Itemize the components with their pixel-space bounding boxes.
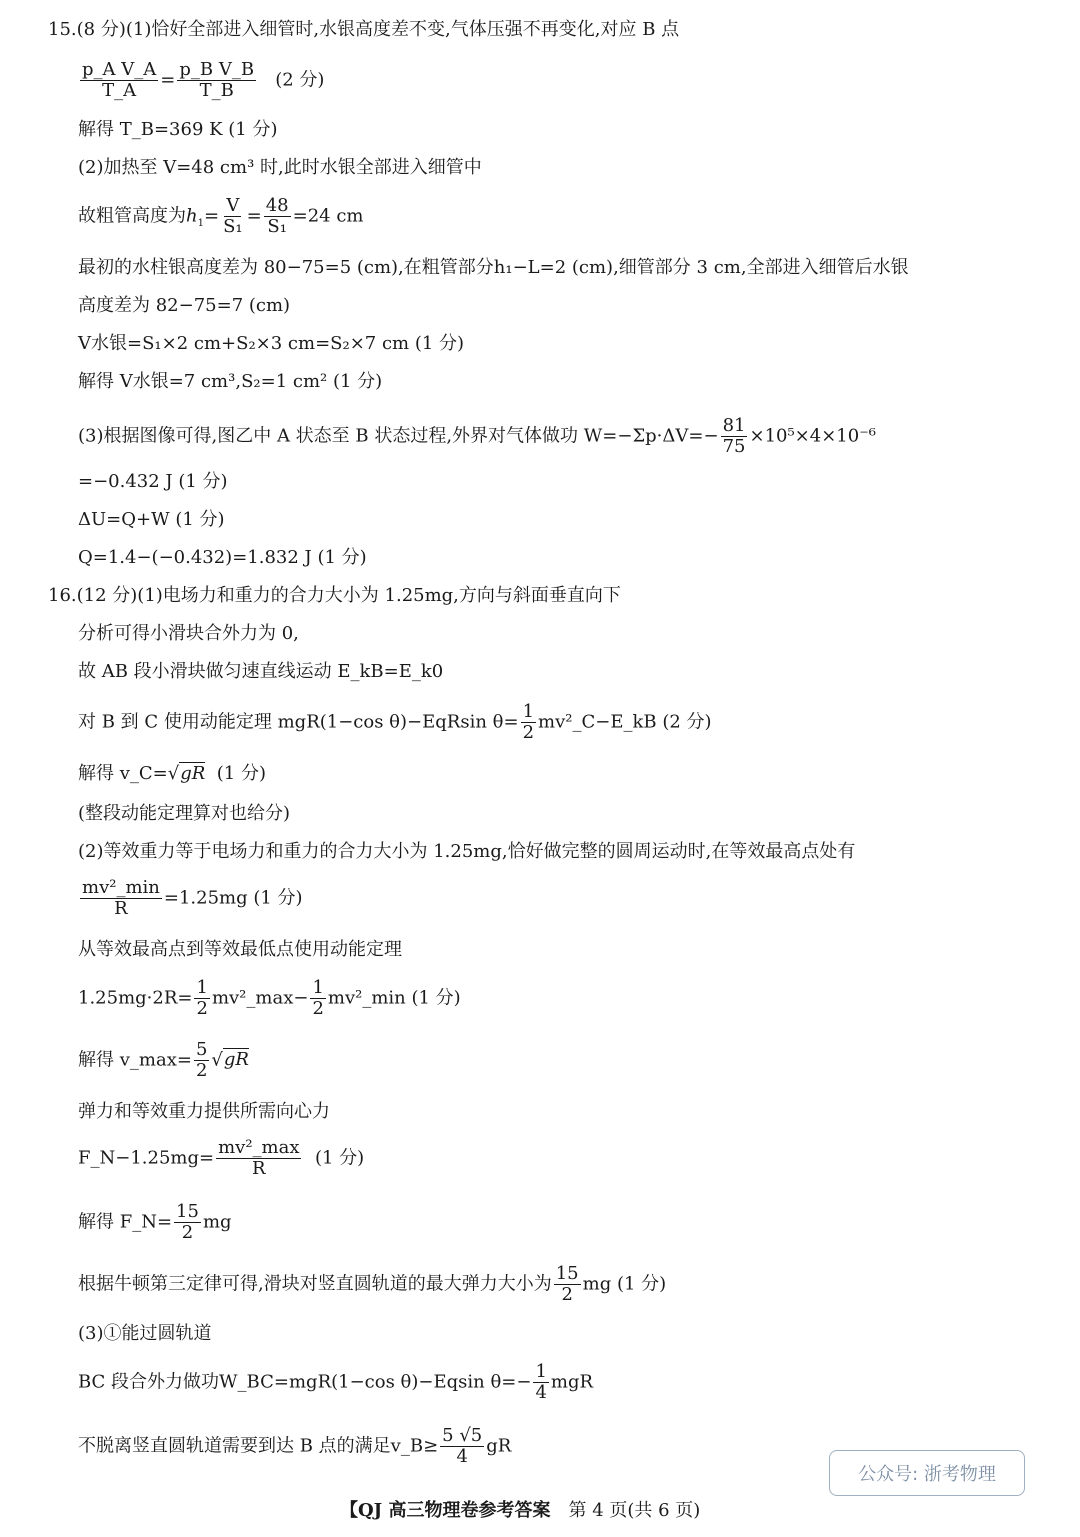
fraction: $\frac{48}{\text{S₁}}$ — [265, 195, 289, 237]
watermark-badge: 公众号: 浙考物理 — [829, 1450, 1025, 1496]
eq-work-bc: BC 段合外力做功W_BC=mgR(1−cos θ)−Eqsin θ=− $\frac{1}{4}$ mgR — [78, 1361, 594, 1403]
eq-min-speed: mv²_min R =1.25mg (1 分) — [82, 877, 303, 919]
fraction: $\frac{1}{4}$ — [535, 1361, 547, 1403]
text-energy-theorem: 从等效最高点到等效最低点使用动能定理 — [78, 939, 402, 960]
eq-normal-force: F_N−1.25mg= mv²_max R (1 分) — [78, 1137, 365, 1179]
result-vmax: 解得 v_max= $\frac{5}{2}$ √gR — [78, 1039, 249, 1081]
fraction: $\frac{15}{2}$ — [555, 1263, 579, 1305]
fraction: $\frac{1}{2}$ — [312, 977, 324, 1019]
eq-vb-condition: 不脱离竖直圆轨道需要到达 B 点的满足v_B≥ $\frac{5 √5}{4}$ gR — [78, 1425, 512, 1467]
fraction: $\frac{5}{2}$ — [195, 1039, 208, 1081]
text-newton-third: 根据牛顿第三定律可得,滑块对竖直圆轨道的最大弹力大小为 $\frac{15}{2}$ mg (1 分) — [78, 1263, 667, 1305]
text-height-diff: 最初的水柱银高度差为 80−75=5 (cm),在粗管部分h₁−L=2 (cm),细管部分 3 cm,全部进入细管后水银 — [78, 257, 909, 278]
result-vc: 解得 v_C=√gR (1 分) — [78, 763, 266, 784]
result-tb: 解得 T_B=369 K (1 分) — [78, 119, 278, 140]
fraction: $\frac{V}{\text{S₁}}$ — [223, 195, 243, 237]
eq-volume: V水银=S₁×2 cm+S₂×3 cm=S₂×7 cm (1 分) — [78, 333, 465, 354]
fraction: mv²_min R — [82, 877, 160, 919]
eq-energy: 1.25mg·2R= $\frac{1}{2}$ mv²_max− $\frac{1}{2}$ mv²_min (1 分) — [78, 977, 461, 1019]
result-volume: 解得 V水银=7 cm³,S₂=1 cm² (1 分) — [78, 371, 383, 392]
fraction: $\frac{\text{p\_B V\_B}}{T\_B}$ — [179, 59, 255, 101]
q16-part3: (3)①能过圆轨道 — [78, 1323, 212, 1344]
fraction: mv²_max R — [218, 1137, 300, 1179]
text-uniform-motion: 故 AB 段小滑块做匀速直线运动 E_kB=E_k0 — [78, 661, 444, 682]
eq-work: (3)根据图像可得,图乙中 A 状态至 B 状态过程,外界对气体做功 W=−Σp·ΔV=− $\frac{81}{75}$ ×10⁵×4×10⁻⁶ — [78, 415, 876, 457]
eq-first-law: ΔU=Q+W (1 分) — [78, 509, 225, 530]
page-footer — [340, 1496, 700, 1522]
text-centripetal: 弹力和等效重力提供所需向心力 — [78, 1101, 330, 1122]
result-fn: 解得 F_N= $\frac{15}{2}$ mg — [78, 1201, 232, 1243]
footer-title: 【QJ 高三物理卷参考答案 — [340, 1500, 551, 1521]
q16-intro: 16.(12 分)(1)电场力和重力的合力大小为 1.25mg,方向与斜面垂直向下 — [48, 585, 621, 606]
result-work: =−0.432 J (1 分) — [78, 471, 228, 492]
text-net-force: 分析可得小滑块合外力为 0, — [78, 623, 299, 644]
footer-page-number: 第 4 页(共 6 页) — [568, 1500, 701, 1521]
note-full-theorem: (整段动能定理算对也给分) — [78, 803, 291, 824]
q15-intro: 15.(8 分)(1)恰好全部进入细管时,水银高度差不变,气体压强不再变化,对应 B 点 — [48, 19, 680, 40]
q16-part2: (2)等效重力等于电场力和重力的合力大小为 1.25mg,恰好做完整的圆周运动时,在等效最高点处有 — [78, 841, 856, 862]
eq-h1: 故粗管高度为$h_1=$ $\frac{V}{\text{S₁}}$ = $\frac{48}{\text{S₁}}$ =24 cm — [78, 195, 364, 237]
fraction: $\frac{\text{p\_A V\_A}}{T\_A}$ — [82, 59, 157, 101]
fraction: $\frac{1}{2}$ — [522, 701, 535, 743]
fraction: $\frac{1}{2}$ — [196, 977, 208, 1019]
eq-kinetic-bc: 对 B 到 C 使用动能定理 mgR(1−cos θ)−EqRsin θ= $\frac{1}{2}$ mv²_C−E_kB (2 分) — [78, 701, 712, 743]
fraction: $\frac{15}{2}$ — [176, 1201, 199, 1243]
q15-part2: (2)加热至 V=48 cm³ 时,此时水银全部进入细管中 — [78, 157, 482, 178]
text-height-diff-cont: 高度差为 82−75=7 (cm) — [78, 295, 291, 316]
result-heat: Q=1.4−(−0.432)=1.832 J (1 分) — [78, 547, 367, 568]
fraction: $\frac{5 √5}{4}$ — [442, 1425, 483, 1467]
eq-gas-law: $\frac{\text{p\_A V\_A}}{T\_A}$ = $\frac{\text{p\_B V\_B}}{T\_B}$ (2 分) — [82, 59, 325, 101]
fraction: $\frac{81}{75}$ — [722, 415, 746, 457]
